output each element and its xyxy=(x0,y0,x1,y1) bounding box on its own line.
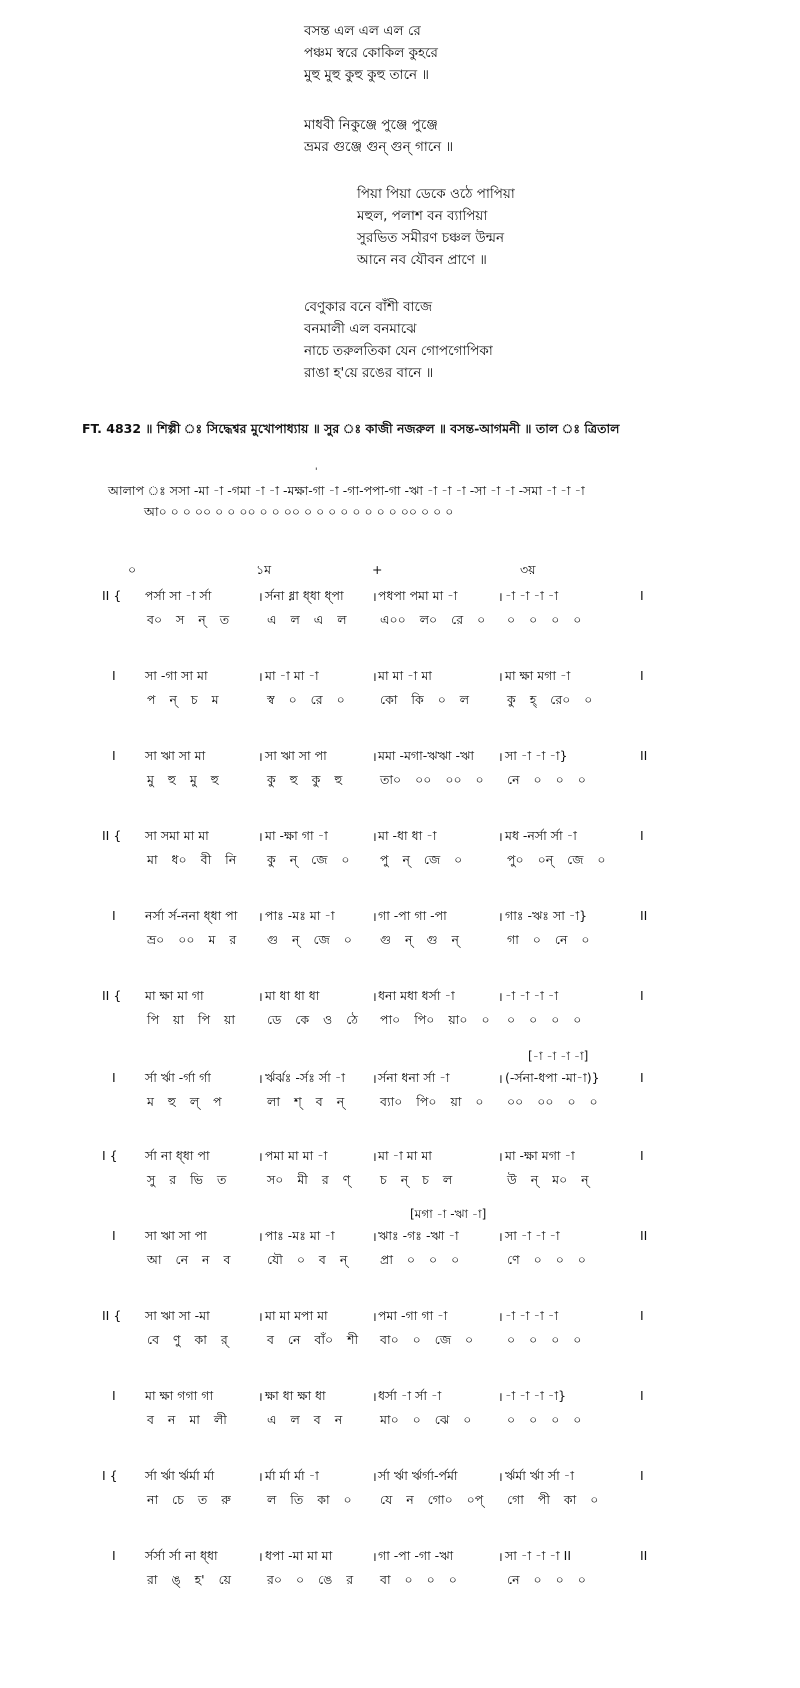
lyric-syllables: কু হ্‌ রে০ ০ xyxy=(507,692,593,707)
lyric-syllables: বা০ ০ জে ০ xyxy=(380,1332,474,1347)
bar-divider: । xyxy=(258,1549,263,1564)
lyric-syllables: স০ মী র ণ্‌ xyxy=(267,1172,351,1187)
bar-divider: । xyxy=(372,909,377,924)
bar-end: II xyxy=(640,1228,648,1243)
alaap-mark: ' xyxy=(315,467,318,477)
bar-divider: । xyxy=(372,1229,377,1244)
lyric-syllables: ০ ০ ০ ০ xyxy=(507,1332,582,1347)
bar-start: I xyxy=(112,1228,116,1243)
lyric-line: মুহু মুহু কুহু কুহু তানে ॥ xyxy=(304,67,429,83)
note-measure: মা -া মা -া xyxy=(265,668,319,683)
lyric-syllables: নে ০ ০ ০ xyxy=(507,1572,586,1587)
bar-end: I xyxy=(640,1468,644,1483)
lyric-syllables: না চে ত রু xyxy=(147,1492,231,1507)
bar-divider: । xyxy=(498,749,503,764)
alternate-phrase: [মগা -া -ঋা -া] xyxy=(410,1207,487,1221)
bar-start: II { xyxy=(102,588,122,603)
lyric-syllables: মা০ ০ ঝে ০ xyxy=(380,1412,472,1427)
note-measure: সা -া -া -া II xyxy=(505,1548,572,1563)
bar-end: I xyxy=(640,1308,644,1323)
note-measure: পাঃ -মঃ মা -া xyxy=(265,908,335,923)
note-measure: র্সনা ধ্না ধ্ধা ধ্পা xyxy=(265,588,344,603)
lyric-syllables: প্রা ০ ০ ০ xyxy=(380,1252,460,1267)
bar-end: I xyxy=(640,1148,644,1163)
lyric-syllables: ম হু ল্‌ প xyxy=(147,1094,222,1109)
bar-end: II xyxy=(640,908,648,923)
note-measure: র্সর্সা র্সা না ধ্ধা xyxy=(145,1548,218,1563)
note-measure: মা ক্ষা মা গা xyxy=(145,988,204,1003)
tala-marker: ৩য় xyxy=(520,562,536,577)
lyric-line: বসন্ত এল এল এল রে xyxy=(304,23,421,39)
lyric-syllables: যৌ ০ ব ন্‌ xyxy=(267,1252,348,1267)
lyric-syllables: ণে ০ ০ ০ xyxy=(507,1252,586,1267)
bar-start: I xyxy=(112,1070,116,1085)
lyric-syllables: ব্যা০ পি০ য়া ০ xyxy=(380,1094,484,1109)
note-measure: র্সনা ধনা র্সা -া xyxy=(378,1070,450,1085)
song-info-line: FT. 4832 ॥ শিল্পী ঃ সিদ্ধেশ্বর মুখোপাধ্যায় ॥ সুর ঃ কাজী নজরুল ॥ বসন্ত-আগমনী ॥ তাল ঃ ত্রিতাল xyxy=(82,421,620,436)
bar-divider: । xyxy=(258,909,263,924)
note-measure: সা -গা সা মা xyxy=(145,668,208,683)
lyrics-stanza-1 xyxy=(304,20,438,86)
bar-divider: । xyxy=(258,749,263,764)
note-measure: ধপা -মা মা মা xyxy=(265,1548,333,1563)
note-measure: র্ঋর্মা র্ঋা র্সা -া xyxy=(505,1468,574,1483)
bar-divider: । xyxy=(372,1309,377,1324)
bar-divider: । xyxy=(258,829,263,844)
bar-divider: । xyxy=(498,1549,503,1564)
bar-divider: । xyxy=(498,1469,503,1484)
note-measure: ধনা মধা ধর্সা -া xyxy=(378,988,455,1003)
bar-end: I xyxy=(640,828,644,843)
lyric-syllables: বে ণু কা র্‌ xyxy=(147,1332,228,1347)
lyric-syllables: এ০০ ল০ রে ০ xyxy=(380,612,486,627)
lyric-syllables: কু হু কু হু xyxy=(267,772,343,787)
lyric-syllables: ল তি কা ০ xyxy=(267,1492,352,1507)
bar-divider: । xyxy=(372,1469,377,1484)
note-measure: মা মা -া মা xyxy=(378,668,432,683)
bar-divider: । xyxy=(258,989,263,1004)
lyric-line: নাচে তরুলতিকা যেন গোপগোপিকা xyxy=(304,343,493,359)
note-measure: (-র্সনা-ধপা -মা-া)} xyxy=(505,1070,600,1085)
note-measure: মা -া মা মা xyxy=(378,1148,432,1163)
bar-divider: । xyxy=(372,1389,377,1404)
note-measure: সা -া -া -া} xyxy=(505,748,568,763)
lyric-syllables: চ ন্‌ চ ল xyxy=(380,1172,453,1187)
bar-divider: । xyxy=(498,1229,503,1244)
bar-end: I xyxy=(640,588,644,603)
tala-marker: ০ xyxy=(128,562,137,577)
bar-start: I xyxy=(112,748,116,763)
note-measure: র্সা র্ঋা -র্গা র্গা xyxy=(145,1070,211,1085)
note-measure: মমা -মগা-ঋঋা -ঋা xyxy=(378,748,475,763)
bar-divider: । xyxy=(498,1309,503,1324)
bar-end: II xyxy=(640,1548,648,1563)
tala-markers xyxy=(0,562,800,582)
note-measure: ঋাঃ -গঃ -ঋা -া xyxy=(378,1228,459,1243)
lyric-syllables: সু র ভি ত xyxy=(147,1172,227,1187)
note-measure: গা -পা -গা -ঋা xyxy=(378,1548,454,1563)
lyric-syllables: ০ ০ ০ ০ xyxy=(507,1412,582,1427)
note-measure: র্সা র্ঋা র্ঋর্গা-র্পর্মা xyxy=(378,1468,458,1483)
lyric-line: পঞ্চম স্বরে কোকিল কুহরে xyxy=(304,45,438,61)
bar-start: I xyxy=(112,1388,116,1403)
lyrics-stanza-3 xyxy=(357,183,515,271)
bar-divider: । xyxy=(372,589,377,604)
lyric-syllables: ০ ০ ০ ০ xyxy=(507,1012,582,1027)
lyric-line: রাঙা হ'য়ে রঙের বানে ॥ xyxy=(304,365,434,381)
bar-divider: । xyxy=(498,989,503,1004)
note-measure: সা ঋা সা পা xyxy=(265,748,327,763)
lyric-syllables: পি য়া পি য়া xyxy=(147,1012,236,1027)
lyric-syllables: আ নে ন ব xyxy=(147,1252,231,1267)
lyric-syllables: র০ ০ ঙে র xyxy=(267,1572,354,1587)
bar-divider: । xyxy=(498,1149,503,1164)
note-measure: মা ক্ষা গগা গা xyxy=(145,1388,214,1403)
bar-divider: । xyxy=(258,589,263,604)
lyric-syllables: বা ০ ০ ০ xyxy=(380,1572,457,1587)
bar-divider: । xyxy=(372,1149,377,1164)
lyric-syllables: গু ন্‌ জে ০ xyxy=(267,932,352,947)
bar-divider: । xyxy=(372,749,377,764)
lyric-line: ভ্রমর গুঞ্জে গুন্‌ গুন্‌ গানে ॥ xyxy=(304,139,454,155)
lyric-syllables: ব০ স ন্‌ ত xyxy=(147,612,230,627)
bar-divider: । xyxy=(498,1071,503,1086)
note-measure: র্সা না ধ্ধা পা xyxy=(145,1148,210,1163)
alaap-section xyxy=(108,467,585,522)
bar-divider: । xyxy=(498,909,503,924)
bar-divider: । xyxy=(258,1389,263,1404)
note-measure: র্ঋর্ঝঃ -র্সঃ র্সা -া xyxy=(265,1070,345,1085)
lyric-line: বনমালী এল বনমাঝে xyxy=(304,321,417,337)
lyric-syllables: রা ঙ্‌ হ' য়ে xyxy=(147,1572,232,1587)
note-measure: সা -া -া -া xyxy=(505,1228,560,1243)
bar-divider: । xyxy=(498,1389,503,1404)
lyric-syllables: প ন্‌ চ ম xyxy=(147,692,219,707)
lyrics-stanza-4 xyxy=(304,296,493,384)
bar-divider: । xyxy=(498,829,503,844)
bar-divider: । xyxy=(372,1071,377,1086)
note-measure: মধ -নর্সা র্সা -া xyxy=(505,828,577,843)
lyric-syllables: কো কি ০ ল xyxy=(380,692,470,707)
note-measure: -া -া -া -া} xyxy=(505,1388,567,1403)
note-measure: গা -পা গা -পা xyxy=(378,908,447,923)
bar-start: I xyxy=(112,668,116,683)
note-measure: পমা -গা গা -া xyxy=(378,1308,448,1323)
lyric-syllables: লা শ্‌ ব ন্‌ xyxy=(267,1094,345,1109)
lyric-line: বেণুকার বনে বাঁশী বাজে xyxy=(304,299,433,315)
bar-divider: । xyxy=(498,669,503,684)
note-measure: -া -া -া -া xyxy=(505,588,559,603)
lyric-syllables: গা ০ নে ০ xyxy=(507,932,590,947)
note-measure: -া -া -া -া xyxy=(505,1308,559,1323)
lyric-syllables: গু ন্‌ গু ন্‌ xyxy=(380,932,460,947)
bar-end: I xyxy=(640,668,644,683)
lyric-syllables: স্ব ০ রে ০ xyxy=(267,692,345,707)
lyric-line: পিয়া পিয়া ডেকে ওঠে পাপিয়া xyxy=(357,186,515,202)
bar-divider: । xyxy=(258,1071,263,1086)
bar-divider: । xyxy=(258,669,263,684)
bar-start: I { xyxy=(102,1148,118,1163)
note-measure: ধর্সা -া র্সা -া xyxy=(378,1388,442,1403)
bar-start: II { xyxy=(102,1308,122,1323)
lyric-syllables: পু ন্‌ জে ০ xyxy=(380,852,463,867)
lyric-syllables: মা ধ০ বী নি xyxy=(147,852,237,867)
lyric-syllables: নে ০ ০ ০ xyxy=(507,772,586,787)
lyric-line: আনে নব যৌবন প্রাণে ॥ xyxy=(357,252,487,268)
note-measure: -া -া -া -া xyxy=(505,988,559,1003)
alaap-syllables: আ০ ০ ০ ০০ ০ ০ ০০ ০ ০ ০০ ০ ০ ০ ০ ০ ০ ০ ০ ০০ ০ ০ ০ xyxy=(144,504,454,519)
alternate-phrase: [-া -া -া -া] xyxy=(528,1049,589,1063)
bar-divider: । xyxy=(372,829,377,844)
note-measure: মা মা মপা মা xyxy=(265,1308,328,1323)
lyric-syllables: মু হু মু হু xyxy=(147,772,219,787)
bar-divider: । xyxy=(372,1549,377,1564)
lyric-syllables: এ ল ব ন xyxy=(267,1412,343,1427)
lyric-syllables: পা০ পি০ য়া০ ০ xyxy=(380,1012,490,1027)
bar-divider: । xyxy=(372,669,377,684)
lyric-syllables: ভ্র০ ০০ ম র xyxy=(147,932,237,947)
bar-start: I xyxy=(112,908,116,923)
tala-marker: ১ম xyxy=(256,562,272,577)
lyric-syllables: ০ ০ ০ ০ xyxy=(507,612,582,627)
note-measure: র্মা র্মা র্মা -া xyxy=(265,1468,319,1483)
lyric-syllables: যে ন গো০ ০প্‌ xyxy=(380,1492,484,1507)
note-measure: মা ক্ষা মগা -া xyxy=(505,668,571,683)
lyric-syllables: তা০ ০০ ০০ ০ xyxy=(380,772,484,787)
note-measure: র্সা র্ঋা র্ঋর্মা র্মা xyxy=(145,1468,215,1483)
lyric-syllables: পু০ ০ন্‌ জে ০ xyxy=(507,852,606,867)
lyric-syllables: কু ন্‌ জে ০ xyxy=(267,852,350,867)
lyrics-stanza-2 xyxy=(304,114,453,158)
lyric-syllables: ব ন মা লী xyxy=(147,1412,227,1427)
note-measure: নর্সা র্স-ননা ধ্ধা পা xyxy=(145,908,238,923)
bar-start: II { xyxy=(102,828,122,843)
bar-start: II { xyxy=(102,988,122,1003)
note-measure: সা ঋা সা -মা xyxy=(145,1308,210,1323)
note-measure: ক্ষা ধা ক্ষা ধা xyxy=(265,1388,326,1403)
note-measure: পধপা পমা মা -া xyxy=(378,588,458,603)
tala-marker: + xyxy=(372,562,383,577)
bar-end: I xyxy=(640,1388,644,1403)
lyric-line: মাধবী নিকুঞ্জে পুঞ্জে পুঞ্জে xyxy=(304,117,438,133)
bar-divider: । xyxy=(372,989,377,1004)
note-measure: পাঃ -মঃ মা -া xyxy=(265,1228,335,1243)
lyric-syllables: উ ন্‌ ম০ ন্‌ xyxy=(507,1172,589,1187)
note-measure: মা -ধা ধা -া xyxy=(378,828,437,843)
alaap-notes: আলাপ ঃ সসা -মা -া -গমা -া -া -মক্ষা-গা -া -গা-পপা-গা -ঋা -া -া -া -সা -া -া -সমা -া -া -া xyxy=(108,483,585,498)
bar-divider: । xyxy=(258,1469,263,1484)
bar-end: I xyxy=(640,1070,644,1085)
note-measure: সা ঋা সা মা xyxy=(145,748,206,763)
lyric-line: সুরভিত সমীরণ চঞ্চল উন্মন xyxy=(357,230,505,246)
note-measure: গাঃ -ঋঃ সা -া} xyxy=(505,908,588,923)
note-measure: মা -ক্ষা মগা -া xyxy=(505,1148,575,1163)
lyric-syllables: ০০ ০০ ০ ০ xyxy=(507,1094,598,1109)
bar-end: I xyxy=(640,988,644,1003)
lyric-syllables: ডে কে ও ঠে xyxy=(267,1012,358,1027)
lyric-syllables: ব নে বাঁ০ শী xyxy=(267,1332,359,1347)
lyric-syllables: গো পী কা ০ xyxy=(507,1492,599,1507)
bar-divider: । xyxy=(498,589,503,604)
note-measure: মা -ক্ষা গা -া xyxy=(265,828,328,843)
bar-divider: । xyxy=(258,1149,263,1164)
note-measure: পর্সা সা -া র্সা xyxy=(145,588,212,603)
lyric-syllables: এ ল এ ল xyxy=(267,612,347,627)
note-measure: পমা মা মা -া xyxy=(265,1148,328,1163)
bar-start: I { xyxy=(102,1468,118,1483)
bar-divider: । xyxy=(258,1229,263,1244)
note-measure: সা সমা মা মা xyxy=(145,828,209,843)
note-measure: সা ঋা সা পা xyxy=(145,1228,207,1243)
note-measure: মা ধা ধা ধা xyxy=(265,988,320,1003)
bar-start: I xyxy=(112,1548,116,1563)
bar-divider: । xyxy=(258,1309,263,1324)
bar-end: II xyxy=(640,748,648,763)
lyric-line: মহুল, পলাশ বন ব্যাপিয়া xyxy=(357,208,488,224)
